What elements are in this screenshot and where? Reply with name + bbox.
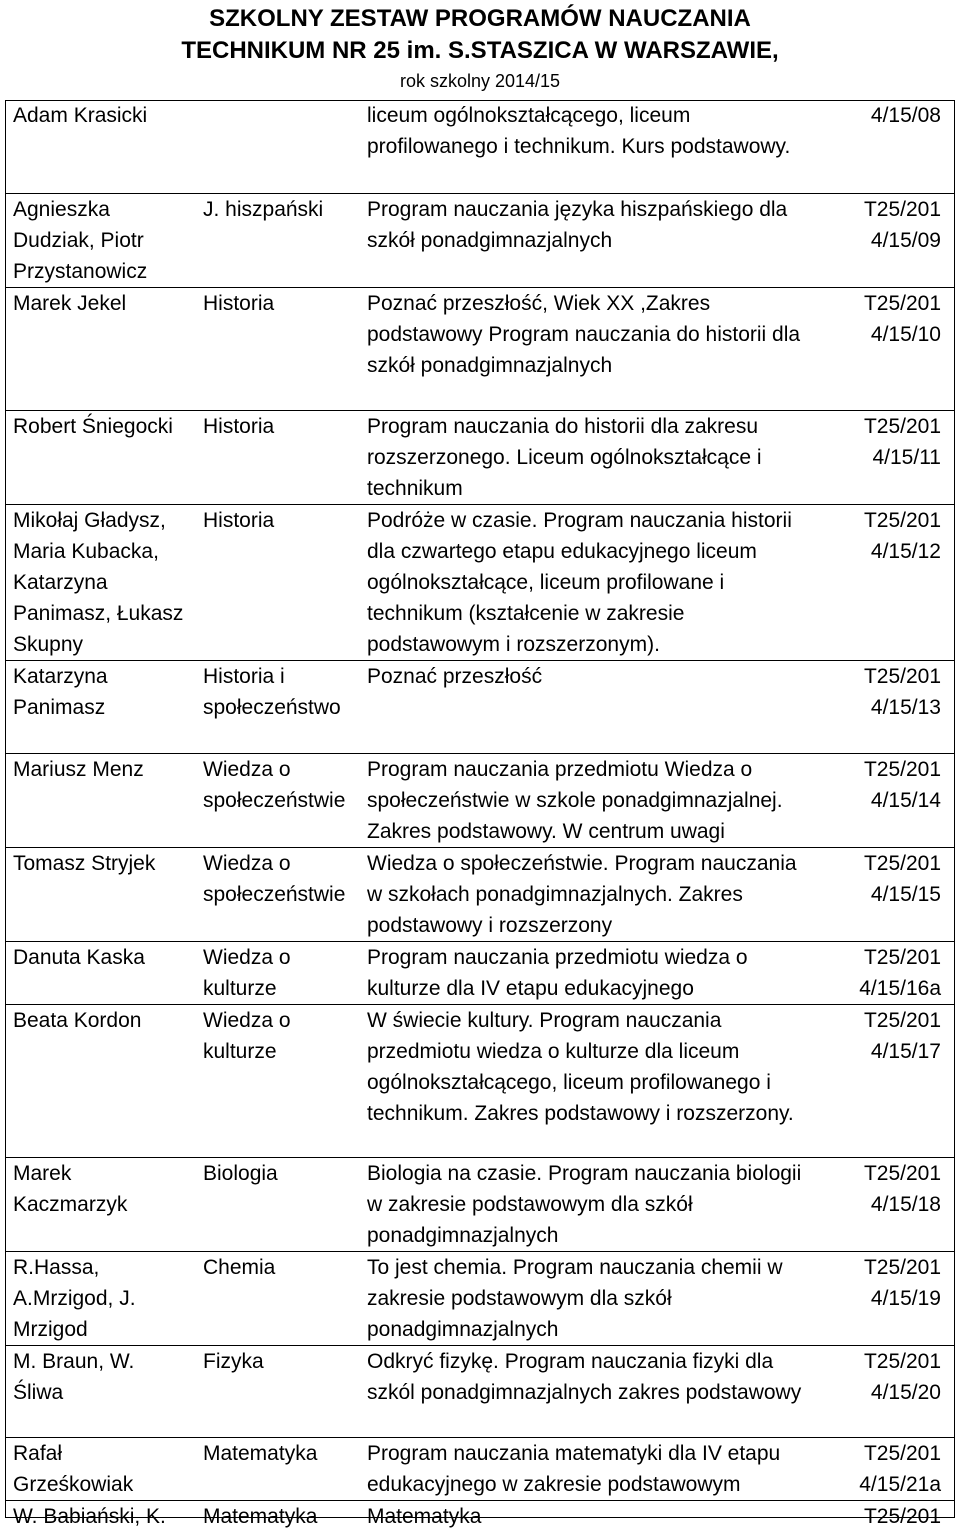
author-cell: Danuta Kaska	[5, 941, 195, 1004]
program-cell: liceum ogólnokształcącego, liceum profilowanego i technikum. Kurs podstawowy.	[367, 104, 791, 158]
program-cell: W świecie kultury. Program nauczania przedmiotu wiedza o kulturze dla liceum ogólnokształcącego, liceum profilowanego i technikum. Zakres podstawowy i rozszerzony.	[359, 1004, 821, 1157]
author-cell: Katarzyna Panimasz	[5, 660, 195, 753]
author-cell: Tomasz Stryjek	[5, 847, 195, 941]
table-row	[5, 1437, 955, 1500]
author-cell: Rafał Grześkowiak	[5, 1437, 195, 1500]
program-cell: Wiedza o społeczeństwie. Program nauczania w szkołach ponadgimnazjalnych. Zakres podstawowy i rozszerzony	[359, 847, 821, 941]
subject-cell: Fizyka	[195, 1345, 359, 1437]
document-header	[0, 0, 960, 100]
program-number-cell: T25/201 4/15/09	[821, 193, 955, 287]
author-cell: R.Hassa, A.Mrzigod, J. Mrzigod	[5, 1251, 195, 1345]
program-cell: Program nauczania przedmiotu Wiedza o społeczeństwie w szkole ponadgimnazjalnej. Zakres podstawowy. W centrum uwagi	[359, 753, 821, 847]
table-row	[5, 100, 955, 193]
author-cell: Marek Jekel	[5, 287, 195, 410]
table-row	[5, 193, 955, 287]
subject-cell: Biologia	[195, 1157, 359, 1251]
table-row	[5, 410, 955, 504]
subject-cell: Historia	[195, 504, 359, 660]
author-cell: M. Braun, W. Śliwa	[5, 1345, 195, 1437]
document-title: SZKOLNY ZESTAW PROGRAMÓW NAUCZANIA	[209, 5, 751, 32]
subject-cell: Wiedza o kulturze	[195, 1004, 359, 1157]
program-cell: Program nauczania przedmiotu wiedza o kulturze dla IV etapu edukacyjnego	[359, 941, 821, 1004]
program-cell: Poznać przeszłość	[359, 660, 821, 753]
table-row	[5, 1157, 955, 1251]
program-cell: Program nauczania do historii dla zakresu rozszerzonego. Liceum ogólnokształcące i technikum	[359, 410, 821, 504]
program-number-cell: T25/201 4/15/19	[821, 1251, 955, 1345]
program-number-cell: T25/201	[821, 1500, 955, 1532]
table-row	[5, 1345, 955, 1437]
program-cell: Program nauczania matematyki dla IV etapu edukacyjnego w zakresie podstawowym	[359, 1437, 821, 1500]
table-row	[5, 504, 955, 660]
author-cell: W. Babiański, K.	[5, 1500, 195, 1532]
subject-cell: Matematyka	[195, 1437, 359, 1500]
author-cell: Adam Krasicki	[13, 104, 148, 127]
subject-cell: Wiedza o kulturze	[195, 941, 359, 1004]
program-cell: To jest chemia. Program nauczania chemii w zakresie podstawowym dla szkół ponadgimnazjalnych	[359, 1251, 821, 1345]
author-cell: Marek Kaczmarzyk	[5, 1157, 195, 1251]
program-number-cell: T25/201 4/15/15	[821, 847, 955, 941]
programs-table	[5, 100, 955, 1532]
program-number-cell: 4/15/08	[870, 104, 941, 127]
school-year: rok szkolny 2014/15	[399, 71, 561, 91]
subject-cell: Historia i społeczeństwo	[195, 660, 359, 753]
program-cell: Podróże w czasie. Program nauczania historii dla czwartego etapu edukacyjnego liceum ogólnokształcące, liceum profilowane i technikum (kształcenie w zakresie podstawowym i rozszerzonym).	[359, 504, 821, 660]
subject-cell	[195, 100, 359, 193]
program-cell: Program nauczania języka hiszpańskiego dla szkół ponadgimnazjalnych	[359, 193, 821, 287]
author-cell: Mariusz Menz	[5, 753, 195, 847]
school-name: TECHNIKUM NR 25 im. S.STASZICA W WARSZAWIE,	[181, 37, 779, 64]
program-number-cell: T25/201 4/15/16a	[821, 941, 955, 1004]
table-row	[5, 1500, 955, 1532]
program-number-cell: T25/201 4/15/14	[821, 753, 955, 847]
subject-cell: Wiedza o społeczeństwie	[195, 847, 359, 941]
author-cell: Mikołaj Gładysz, Maria Kubacka, Katarzyna Panimasz, Łukasz Skupny	[5, 504, 195, 660]
program-cell: Poznać przeszłość, Wiek XX ,Zakres podstawowy Program nauczania do historii dla szkół ponadgimnazjalnych	[359, 287, 821, 410]
table-row	[5, 1251, 955, 1345]
program-cell: Matematyka	[359, 1500, 821, 1532]
author-cell: Robert Śniegocki	[5, 410, 195, 504]
author-cell: Beata Kordon	[5, 1004, 195, 1157]
subject-cell: Historia	[195, 410, 359, 504]
table-row	[5, 753, 955, 847]
program-number-cell: T25/201 4/15/11	[821, 410, 955, 504]
program-cell: Odkryć fizykę. Program nauczania fizyki dla szkól ponadgimnazjalnych zakres podstawowy	[359, 1345, 821, 1437]
subject-cell: Wiedza o społeczeństwie	[195, 753, 359, 847]
program-number-cell: T25/201 4/15/12	[821, 504, 955, 660]
table-row	[5, 287, 955, 410]
program-number-cell: T25/201 4/15/20	[821, 1345, 955, 1437]
program-number-cell: T25/201 4/15/18	[821, 1157, 955, 1251]
subject-cell: Historia	[195, 287, 359, 410]
table-row	[5, 1004, 955, 1157]
author-cell: Agnieszka Dudziak, Piotr Przystanowicz	[5, 193, 195, 287]
subject-cell: J. hiszpański	[195, 193, 359, 287]
program-number-cell: T25/201 4/15/17	[821, 1004, 955, 1157]
program-number-cell: T25/201 4/15/13	[821, 660, 955, 753]
table-row	[5, 941, 955, 1004]
program-number-cell: T25/201 4/15/10	[821, 287, 955, 410]
table-row	[5, 847, 955, 941]
program-cell: Biologia na czasie. Program nauczania biologii w zakresie podstawowym dla szkół ponadgimnazjalnych	[359, 1157, 821, 1251]
subject-cell: Chemia	[195, 1251, 359, 1345]
subject-cell: Matematyka	[195, 1500, 359, 1532]
table-row	[5, 660, 955, 753]
program-number-cell: T25/201 4/15/21a	[821, 1437, 955, 1500]
